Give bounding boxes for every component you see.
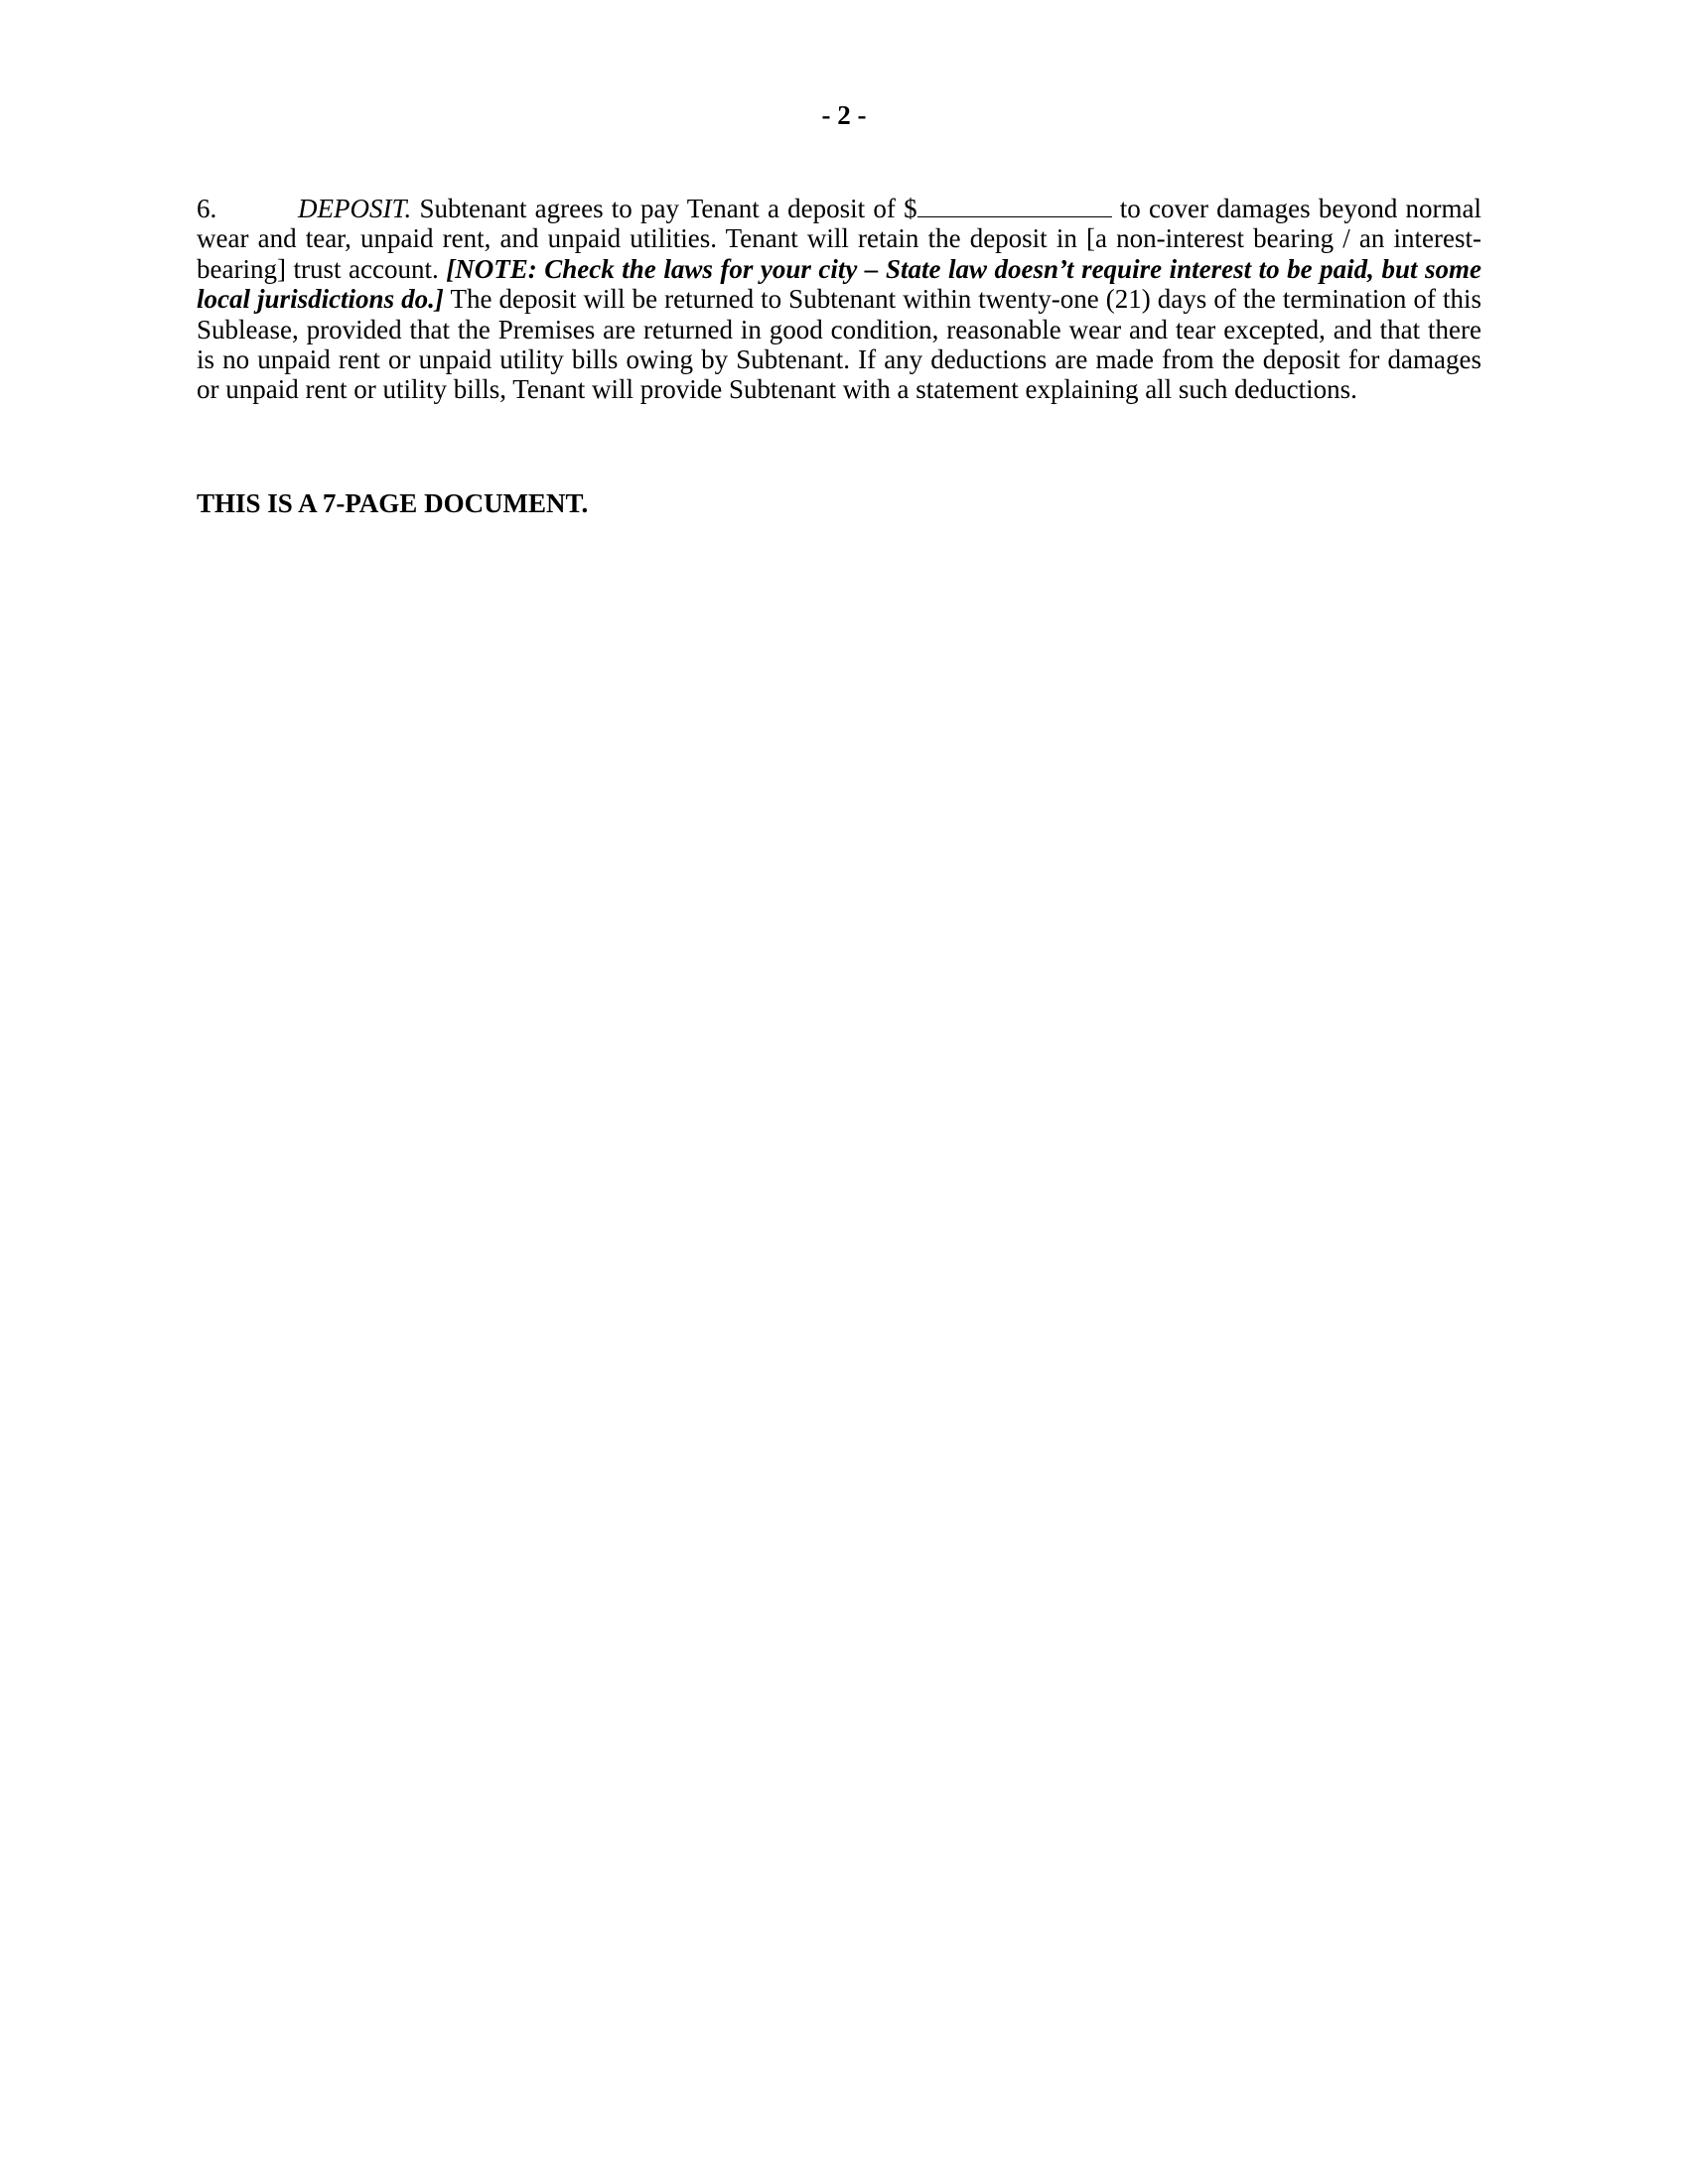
- clause-heading: DEPOSIT.: [298, 194, 412, 223]
- clause-text-part3: The deposit will be returned to Subtenant within twenty-one (21) days of the termination of this Sublease, provided that the Premises are returned in good condition, reasonable wear and tear excepted, and that there is no unpaid rent or unpaid utility bills owing by Subtenant. If any deductions are made from the deposit for damages or unpaid rent or utility bills, Tenant will provide Subtenant with a statement explaining all such deductions.: [197, 284, 1482, 405]
- clause-number: 6.: [197, 194, 217, 223]
- deposit-clause: [197, 194, 1481, 405]
- clause-text-part1: Subtenant agrees to pay Tenant a deposit of $: [411, 194, 917, 223]
- deposit-amount-blank: [917, 195, 1112, 217]
- page-count-notice: THIS IS A 7-PAGE DOCUMENT.: [197, 488, 589, 518]
- clause-note: [NOTE: Check the laws for your city – State law doesn’t require interest to be paid, but some local jurisdictions do.]: [197, 253, 1481, 315]
- page-number: - 2 -: [821, 100, 867, 130]
- clause-text-part2: to cover damages beyond normal wear and tear, unpaid rent, and unpaid utilities. Tenant will retain the deposit in [a non-interest bearing / an interest-bearing] trust account.: [197, 194, 1482, 284]
